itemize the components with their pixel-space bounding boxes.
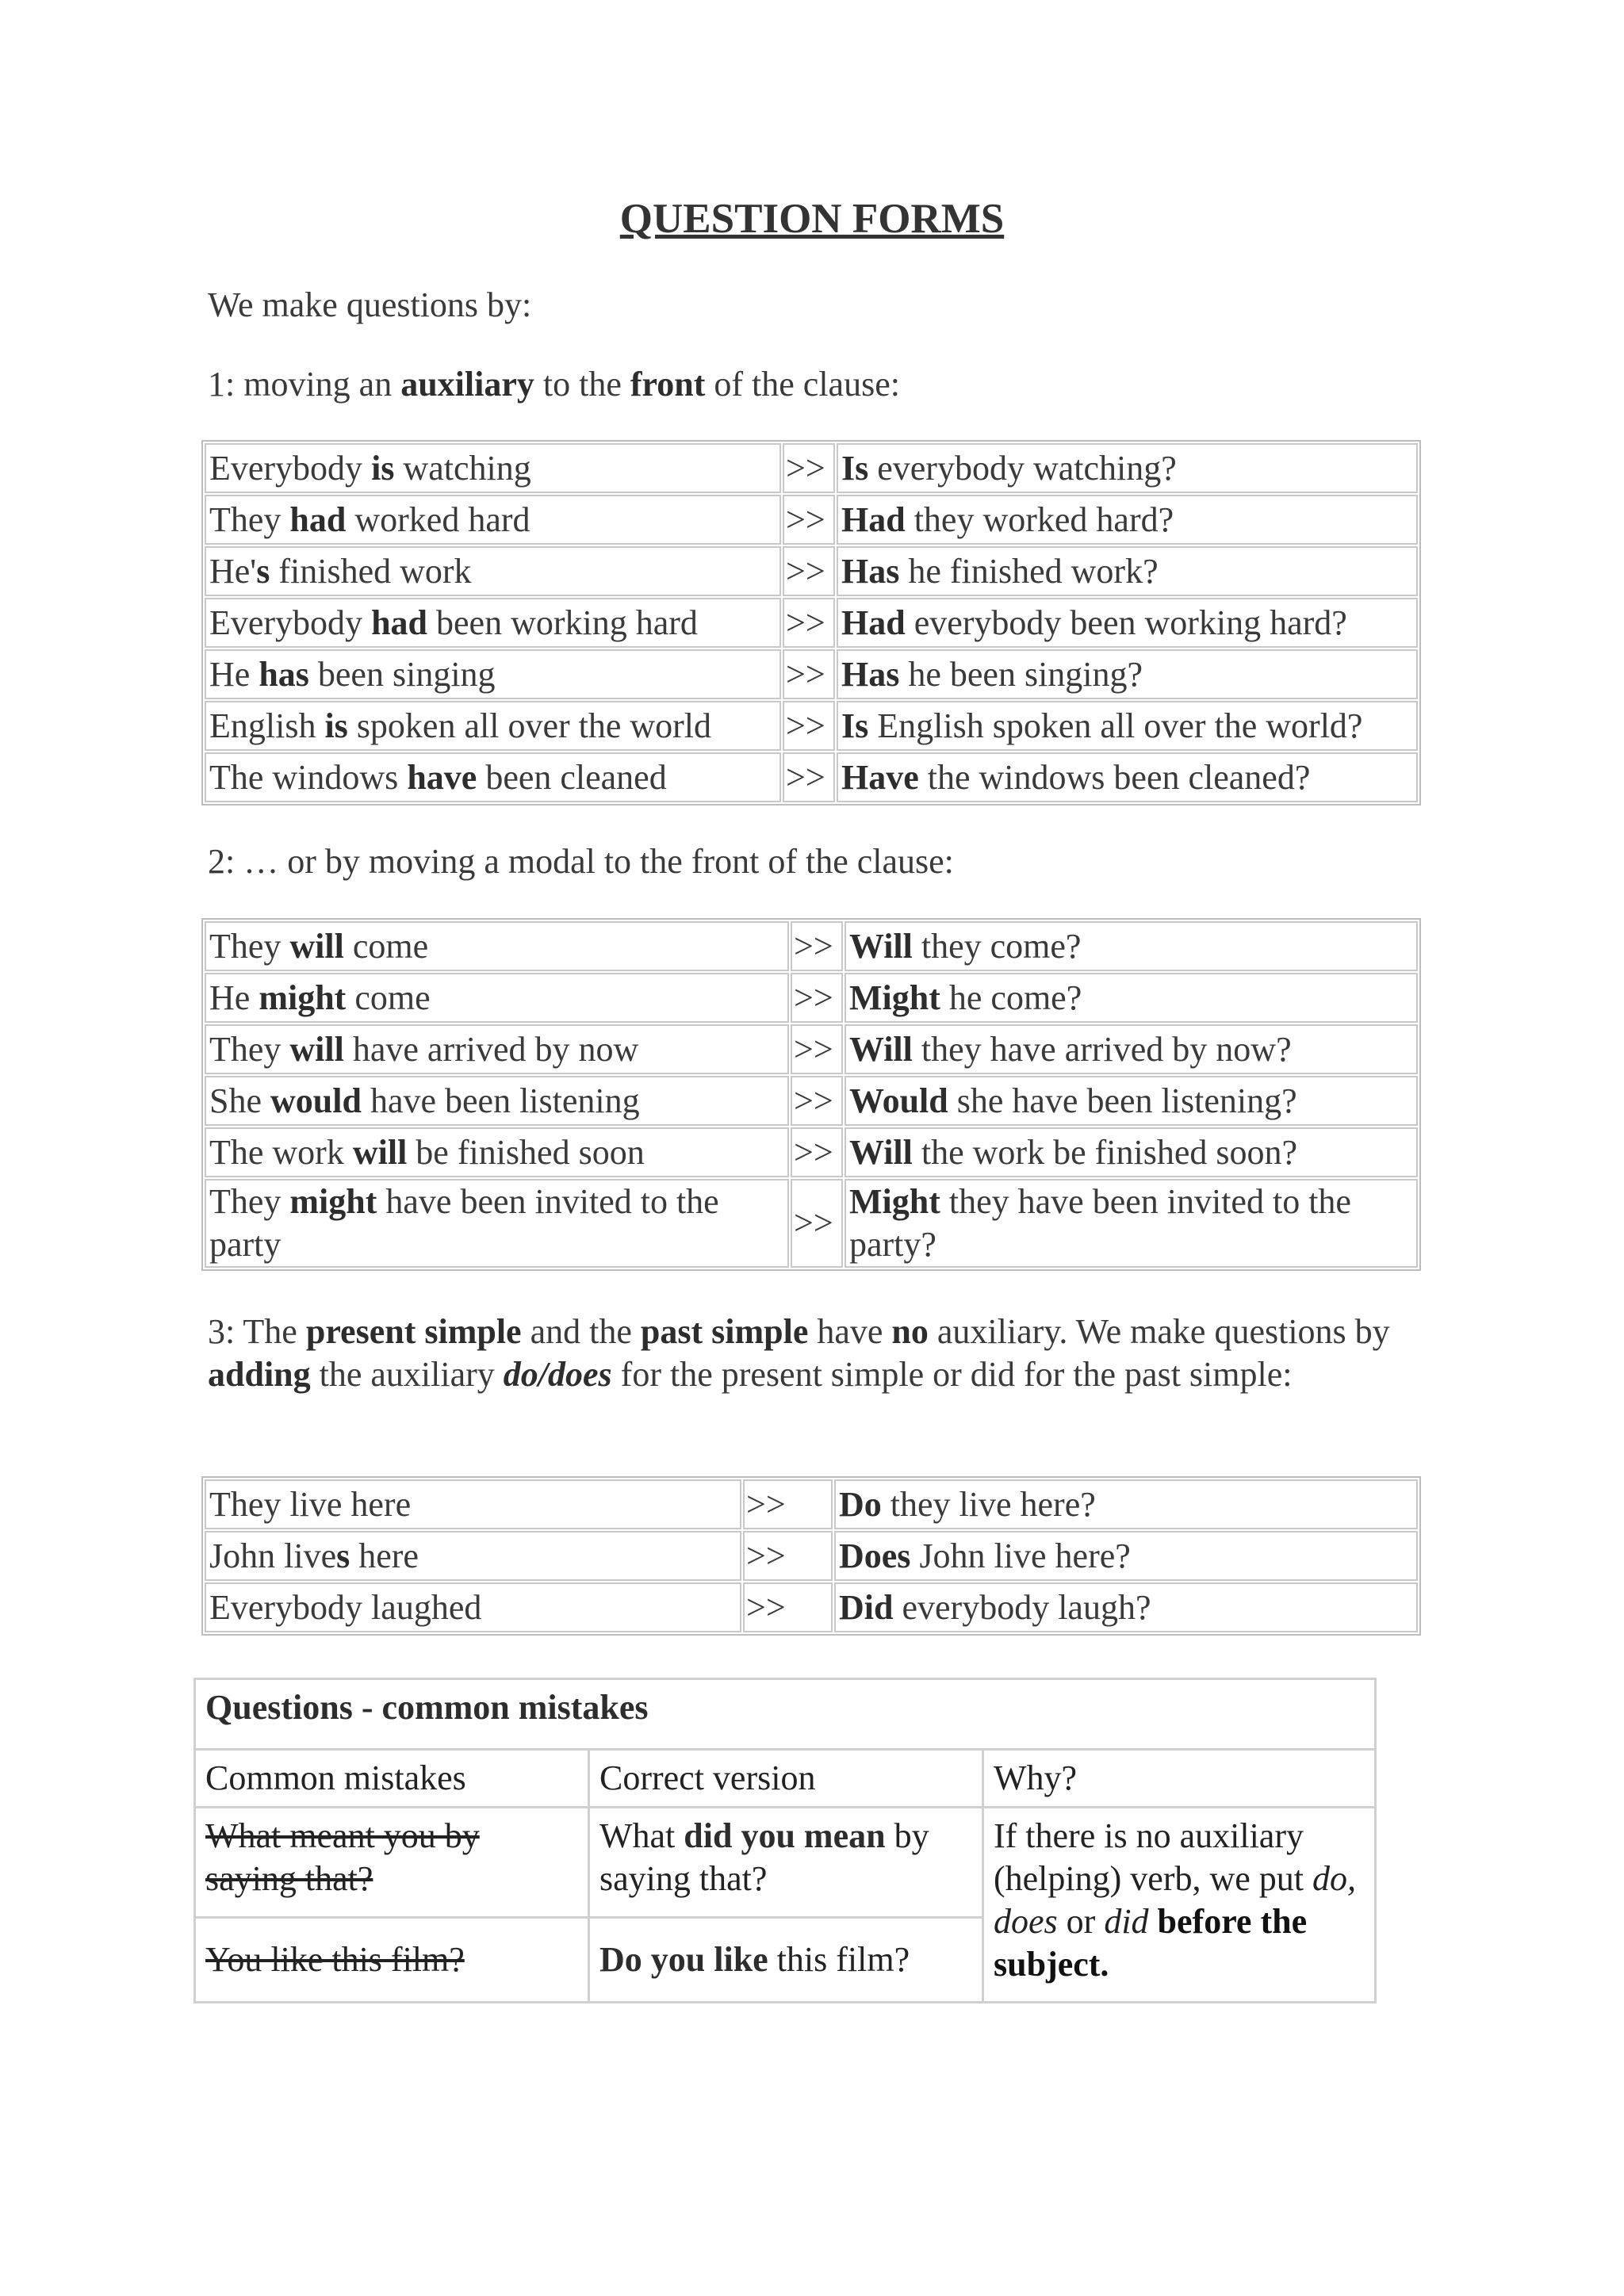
statement-cell: He might come (205, 973, 789, 1023)
question-cell: Might they have been invited to the party? (845, 1179, 1418, 1268)
statement-cell: She would have been listening (205, 1076, 789, 1126)
table-row (205, 495, 1418, 545)
statement-cell: He's finished work (205, 546, 781, 596)
table-row (205, 1024, 1418, 1074)
arrow-cell: >> (791, 1127, 843, 1177)
arrow-cell: >> (743, 1531, 833, 1581)
do-does-table (201, 1476, 1421, 1636)
correct-cell: What did you mean by saying that? (589, 1808, 983, 1918)
mistake-cell: You like this film? (195, 1918, 589, 2003)
intro-text: We make questions by: (208, 285, 532, 324)
question-cell: Had everybody been working hard? (837, 598, 1418, 648)
statement-cell: They will have arrived by now (205, 1024, 789, 1074)
arrow-cell: >> (783, 598, 835, 648)
section1-heading: 1: moving an auxiliary to the front of the clause: (208, 365, 900, 404)
arrow-cell: >> (783, 495, 835, 545)
statement-cell: Everybody laughed (205, 1582, 741, 1632)
table-row (205, 649, 1418, 699)
header-why: Why? (983, 1750, 1376, 1808)
correct-cell: Do you like this film? (589, 1918, 983, 2003)
statement-cell: Everybody had been working hard (205, 598, 781, 648)
question-cell: Is everybody watching? (837, 443, 1418, 493)
why-explanation: If there is no auxiliary (helping) verb, we put do, does or did before the subject. (983, 1808, 1376, 2003)
statement-cell: The windows have been cleaned (205, 752, 781, 802)
question-cell: Do they live here? (834, 1479, 1418, 1529)
question-cell: Has he finished work? (837, 546, 1418, 596)
table-row (205, 1582, 1418, 1632)
arrow-cell: >> (791, 921, 843, 971)
table-row (205, 443, 1418, 493)
section2-heading: 2: … or by moving a modal to the front of the clause: (208, 842, 954, 881)
arrow-cell: >> (791, 1076, 843, 1126)
arrow-cell: >> (791, 973, 843, 1023)
table-row (205, 921, 1418, 971)
mistake-cell: What meant you by saying that? (195, 1808, 589, 1918)
mistakes-table-title: Questions - common mistakes (195, 1679, 1376, 1750)
statement-cell: He has been singing (205, 649, 781, 699)
question-cell: Will they come? (845, 921, 1418, 971)
table-row (205, 1479, 1418, 1529)
statement-cell: John lives here (205, 1531, 741, 1581)
statement-cell: They might have been invited to the party (205, 1179, 789, 1268)
statement-cell: Everybody is watching (205, 443, 781, 493)
question-cell: Have the windows been cleaned? (837, 752, 1418, 802)
table-row (205, 701, 1418, 751)
common-mistakes-table (193, 1678, 1377, 2003)
arrow-cell: >> (783, 546, 835, 596)
arrow-cell: >> (791, 1179, 843, 1268)
arrow-cell: >> (783, 752, 835, 802)
question-cell: Has he been singing? (837, 649, 1418, 699)
statement-cell: They had worked hard (205, 495, 781, 545)
arrow-cell: >> (783, 701, 835, 751)
statement-cell: They will come (205, 921, 789, 971)
table-row (205, 973, 1418, 1023)
statement-cell: The work will be finished soon (205, 1127, 789, 1177)
table-row (205, 546, 1418, 596)
question-cell: Is English spoken all over the world? (837, 701, 1418, 751)
question-cell: Had they worked hard? (837, 495, 1418, 545)
question-cell: Might he come? (845, 973, 1418, 1023)
table-row (205, 1531, 1418, 1581)
table-row (205, 1179, 1418, 1268)
section3-heading: 3: The present simple and the past simple have no auxiliary. We make questions by adding the auxiliary do/does for the present simple or did for the past simple: (208, 1312, 1390, 1394)
header-common-mistakes: Common mistakes (195, 1750, 589, 1808)
arrow-cell: >> (743, 1582, 833, 1632)
header-correct-version: Correct version (589, 1750, 983, 1808)
question-cell: Would she have been listening? (845, 1076, 1418, 1126)
question-cell: Will the work be finished soon? (845, 1127, 1418, 1177)
statement-cell: English is spoken all over the world (205, 701, 781, 751)
question-cell: Did everybody laugh? (834, 1582, 1418, 1632)
arrow-cell: >> (791, 1024, 843, 1074)
question-cell: Does John live here? (834, 1531, 1418, 1581)
table-row (205, 1076, 1418, 1126)
page-title: QUESTION FORMS (619, 196, 1005, 242)
table-row (205, 598, 1418, 648)
arrow-cell: >> (783, 443, 835, 493)
table-row (205, 1127, 1418, 1177)
question-cell: Will they have arrived by now? (845, 1024, 1418, 1074)
statement-cell: They live here (205, 1479, 741, 1529)
auxiliary-table (201, 440, 1421, 806)
arrow-cell: >> (783, 649, 835, 699)
modal-table (201, 918, 1421, 1271)
arrow-cell: >> (743, 1479, 833, 1529)
table-row (205, 752, 1418, 802)
